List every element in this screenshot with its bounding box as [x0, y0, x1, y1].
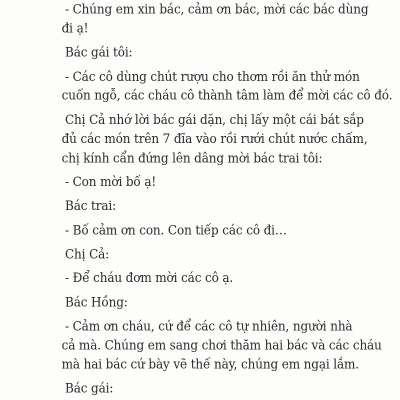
text-line: đủ các món trên 7 đĩa vào rồi rưới chút nước chấm, — [61, 132, 368, 147]
text-line: mà hai bác cứ bày vẽ thế này, chúng em ngại lắm. — [61, 357, 359, 373]
text-line: - Bố cảm ơn con. Con tiếp các cô đi… — [65, 223, 287, 238]
text-line: - Cảm ơn cháu, cứ để các cô tự nhiên, người nhà — [65, 319, 353, 334]
text-line: - Để cháu đơm mời các cô ạ. — [65, 271, 234, 286]
text-line: cả mà. Chúng em sang chơi thăm hai bác và các cháu — [61, 338, 382, 353]
text-line: chị kính cẩn đứng lên dâng mời bác trai tôi: — [61, 151, 323, 166]
speaker-label: Bác gái tôi: — [65, 45, 133, 61]
text-line: Chị Cả nhớ lời bác gái dặn, chị lấy một cái bát sắp — [65, 113, 364, 128]
speaker-label: Bác Hồng: — [65, 295, 128, 310]
speaker-label: Bác trai: — [65, 199, 117, 214]
text-line: cuốn ngỗ, các cháu cô thành tâm làm để mời các cô đó. — [61, 89, 393, 104]
text-line: - Các cô dùng chút rượu cho thơm rồi ăn thử món — [65, 69, 360, 85]
text-line: - Chúng em xin bác, cảm ơn bác, mời các bác dùng — [65, 2, 369, 18]
text-line: - Con mời bố ạ! — [65, 175, 157, 190]
speaker-label: Chị Cả: — [65, 247, 110, 262]
text-line: đi ạ! — [61, 21, 89, 37]
speaker-label: Bác gái: — [65, 381, 114, 397]
